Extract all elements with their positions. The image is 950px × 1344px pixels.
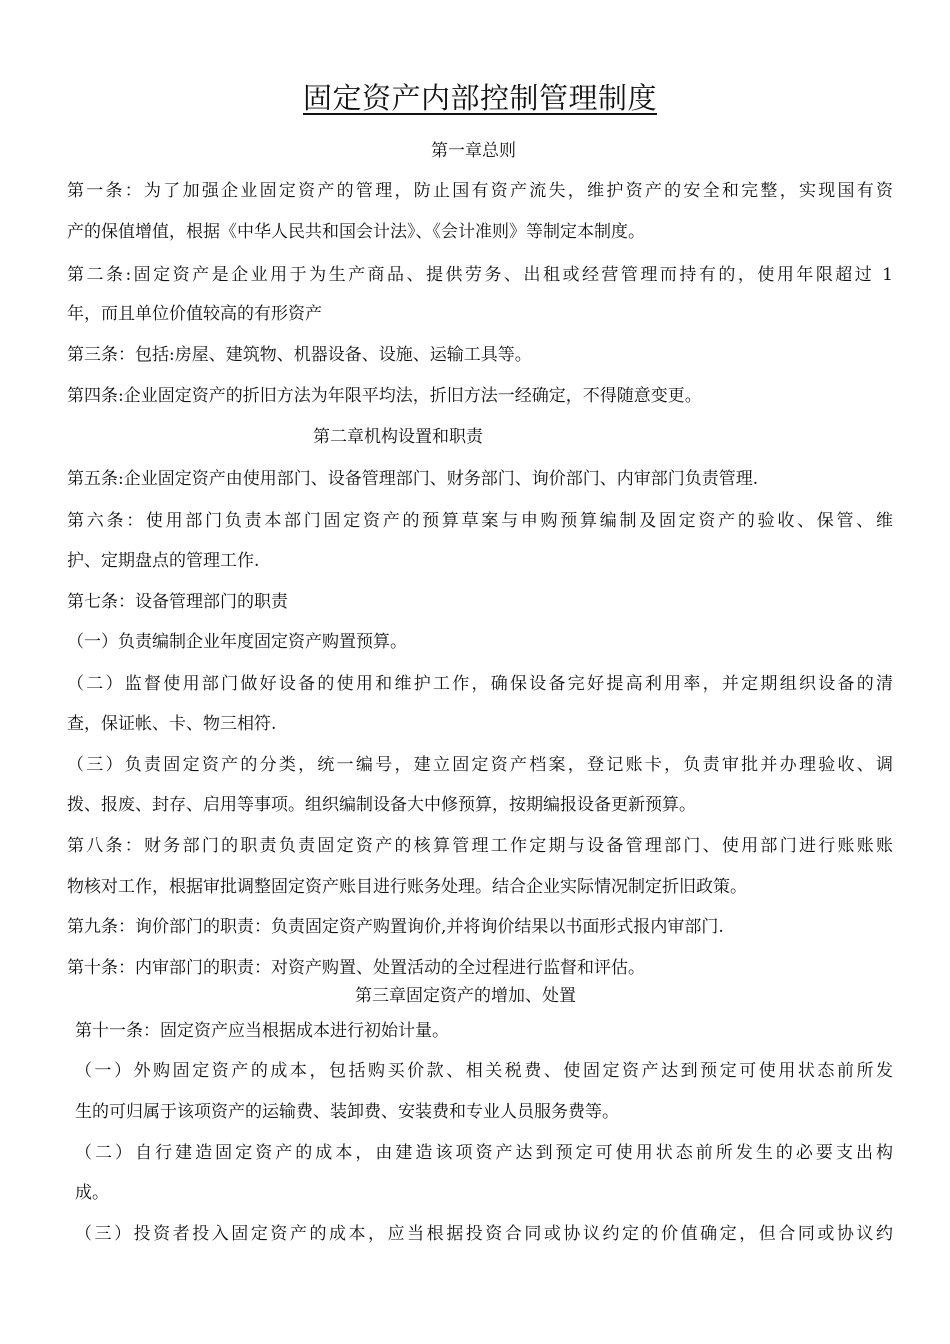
article-1-line-1: 第一条：为了加强企业固定资产的管理，防止国有资产流失，维护资产的安全和完整，实现国有资 bbox=[67, 181, 893, 201]
article-4: 第四条:企业固定资产的折旧方法为年限平均法，折旧方法一经确定，不得随意变更。 bbox=[67, 386, 702, 406]
article-8-line-2: 物核对工作，根据审批调整固定资产账目进行账务处理。结合企业实际情况制定折旧政策。 bbox=[67, 877, 747, 897]
article-2-line-1: 第二条:固定资产是企业用于为生产商品、提供劳务、出租或经营管理而持有的，使用年限超过 1 bbox=[67, 265, 893, 285]
article-11-item-1-line-2: 生的可归属于该项资产的运输费、装卸费、安装费和专业人员服务费等。 bbox=[75, 1102, 619, 1122]
article-5: 第五条:企业固定资产由使用部门、设备管理部门、财务部门、询价部门、内审部门负责管理. bbox=[67, 469, 759, 489]
chapter-3-heading: 第三章固定资产的增加、处置 bbox=[355, 986, 576, 1006]
article-7-item-2-line-2: 查，保证帐、卡、物三相符. bbox=[67, 714, 277, 734]
article-3: 第三条：包括:房屋、建筑物、机器设备、设施、运输工具等。 bbox=[67, 345, 532, 365]
document-title: 固定资产内部控制管理制度 bbox=[302, 81, 657, 115]
article-11-item-2-line-1: （二）自行建造固定资产的成本，由建造该项资产达到预定可使用状态前所发生的必要支出构 bbox=[75, 1143, 893, 1163]
article-8-line-1: 第八条：财务部门的职责负责固定资产的核算管理工作定期与设备管理部门、使用部门进行账账账 bbox=[67, 836, 893, 856]
chapter-1-heading: 第一章总则 bbox=[431, 141, 516, 161]
article-6-line-1: 第六条：使用部门负责本部门固定资产的预算草案与申购预算编制及固定资产的验收、保管、维 bbox=[67, 511, 893, 531]
article-7: 第七条：设备管理部门的职责 bbox=[67, 592, 288, 612]
article-10: 第十条：内审部门的职责：对资产购置、处置活动的全过程进行监督和评估。 bbox=[67, 958, 645, 978]
article-7-item-3-line-1: （三）负责固定资产的分类，统一编号，建立固定资产档案，登记账卡，负责审批并办理验收、调 bbox=[67, 755, 893, 775]
chapter-2-heading: 第二章机构设置和职责 bbox=[313, 427, 483, 447]
article-6-line-2: 护、定期盘点的管理工作. bbox=[67, 551, 260, 571]
article-11-item-2-line-2: 成。 bbox=[75, 1183, 109, 1203]
article-11-item-1-line-1: （一）外购固定资产的成本，包括购买价款、相关税费、使固定资产达到预定可使用状态前所发 bbox=[75, 1061, 893, 1081]
article-1-line-2: 产的保值增值，根据《中华人民共和国会计法》、《会计准则》等制定本制度。 bbox=[67, 222, 645, 242]
article-7-item-1: （一）负责编制企业年度固定资产购置预算。 bbox=[67, 632, 407, 652]
article-11-item-3-line-1: （三）投资者投入固定资产的成本，应当根据投资合同或协议约定的价值确定，但合同或协议约 bbox=[75, 1224, 893, 1244]
article-7-item-2-line-1: （二）监督使用部门做好设备的使用和维护工作，确保设备完好提高利用率，并定期组织设备的清 bbox=[67, 674, 893, 694]
article-7-item-3-line-2: 拨、报废、封存、启用等事项。组织编制设备大中修预算，按期编报设备更新预算。 bbox=[67, 795, 696, 815]
article-9: 第九条：询价部门的职责：负责固定资产购置询价,并将询价结果以书面形式报内审部门. bbox=[67, 917, 724, 937]
article-11: 第十一条：固定资产应当根据成本进行初始计量。 bbox=[75, 1021, 449, 1041]
article-2-line-2: 年，而且单位价值较高的有形资产 bbox=[67, 304, 322, 324]
